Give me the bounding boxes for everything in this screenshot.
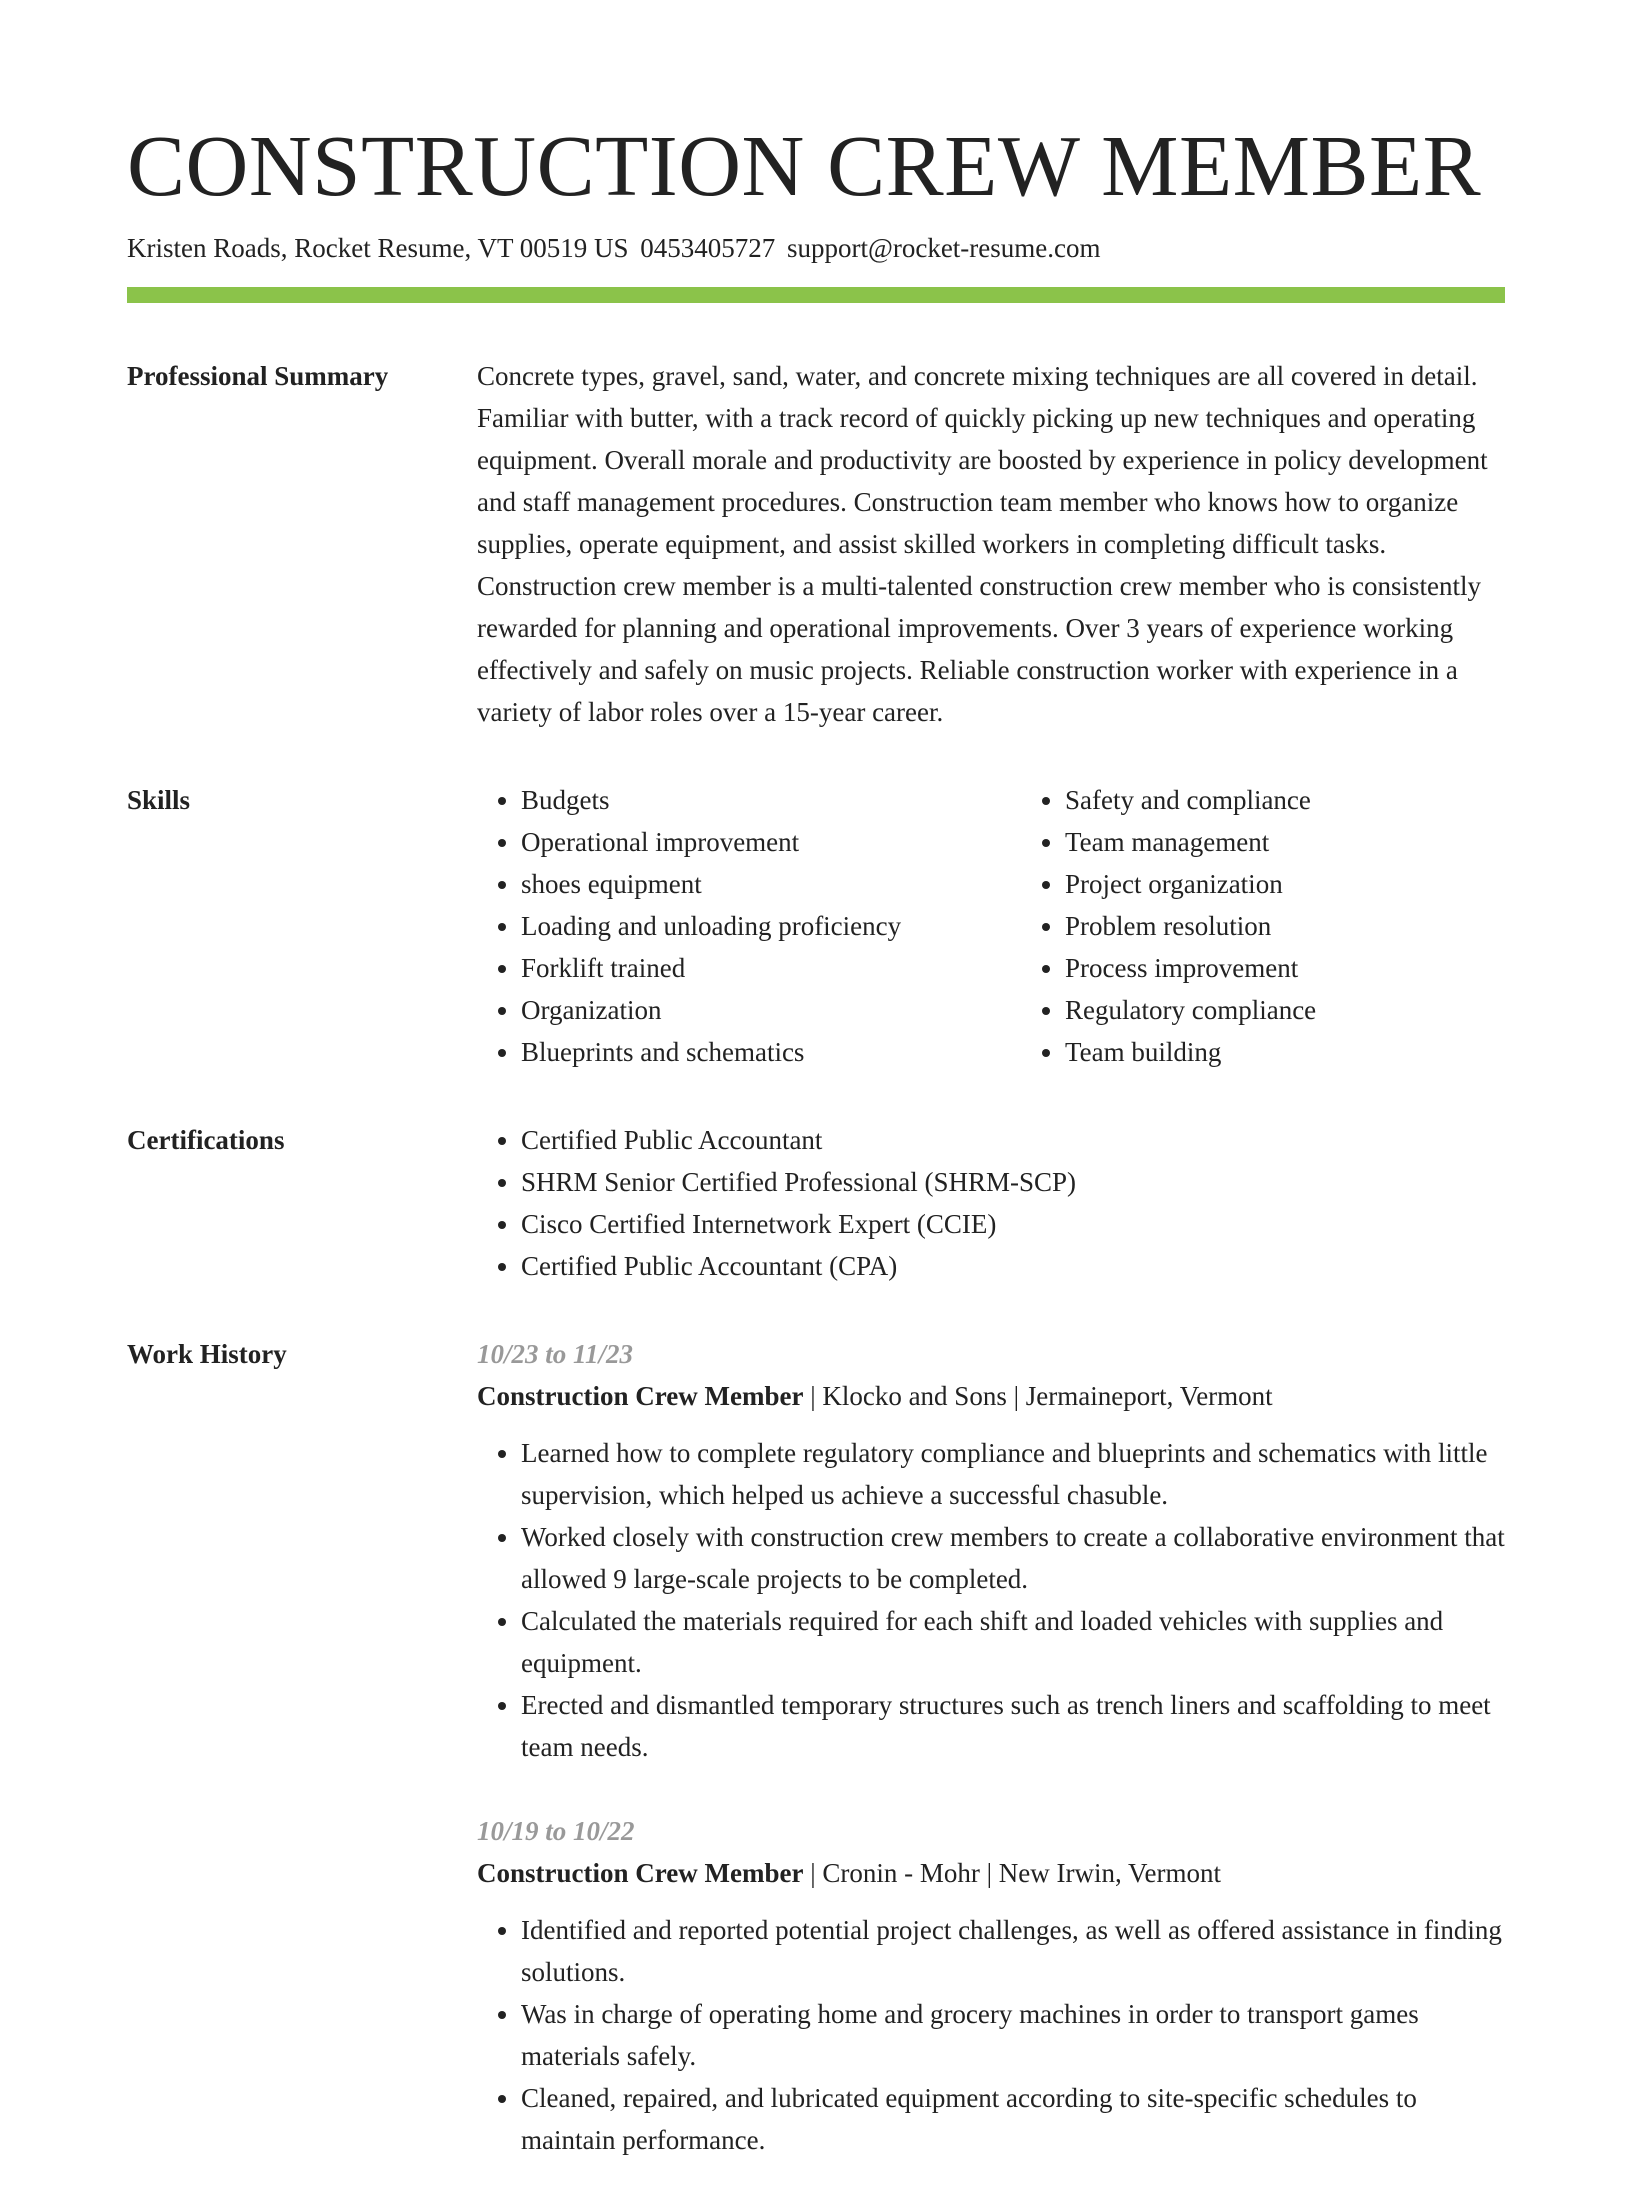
contact-address: Kristen Roads, Rocket Resume, VT 00519 US: [127, 232, 629, 263]
job-bullet: • Calculated the materials required for each shift and loaded vehicles with supplies and equipment.: [521, 1600, 1505, 1684]
certification-item: • Cisco Certified Internetwork Expert (CCIE): [521, 1203, 1505, 1245]
skill-item: • Operational improvement: [521, 821, 1021, 863]
skill-item: • Forklift trained: [521, 947, 1021, 989]
skill-item: • Problem resolution: [1065, 905, 1565, 947]
summary-text: Concrete types, gravel, sand, water, and concrete mixing techniques are all covered in detail. Familiar with butter, with a track record of quickly picking up new techniques and operating equipment. Overall morale and productivity are boosted by experience in policy development and staff management procedures. Construction team member who knows how to organize supplies, operate equipment, and assist skilled workers in completing difficult tasks. Construction crew member is a multi-talented construction crew member who is consistently rewarded for planning and operational improvements. Over 3 years of experience working effectively and safely on music projects. Reliable construction worker with experience in a variety of labor roles over a 15-year career.: [477, 360, 1488, 727]
skills-column-1: [477, 779, 1021, 1073]
job-bullets: [477, 1909, 1505, 2161]
skill-item: • shoes equipment: [521, 863, 1021, 905]
job-bullet: • Identified and reported potential project challenges, as well as offered assistance in finding solutions.: [521, 1909, 1505, 1993]
contact-phone: 0453405727: [640, 232, 776, 263]
skills-section: [127, 779, 1505, 1073]
certification-item: • Certified Public Accountant: [521, 1119, 1505, 1161]
summary-section: [127, 355, 1505, 733]
skill-item: • Budgets: [521, 779, 1021, 821]
job-entry: [477, 1333, 1505, 1768]
work-history-content: [477, 1333, 1505, 2203]
skill-item: • Project organization: [1065, 863, 1565, 905]
job-bullet: • Erected and dismantled temporary structures such as trench liners and scaffolding to meet team needs.: [521, 1684, 1505, 1768]
job-bullet: • Learned how to complete regulatory compliance and blueprints and schematics with little supervision, which helped us achieve a successful chasuble.: [521, 1432, 1505, 1516]
skill-item: • Team building: [1065, 1031, 1565, 1073]
certification-item: • Certified Public Accountant (CPA): [521, 1245, 1505, 1287]
certifications-list: [477, 1119, 1505, 1287]
job-bullet: • Worked closely with construction crew members to create a collaborative environment that allowed 9 large-scale projects to be completed.: [521, 1516, 1505, 1600]
skill-item: • Loading and unloading proficiency: [521, 905, 1021, 947]
job-dates: 10/23 to 11/23: [477, 1338, 634, 1369]
job-dates: 10/19 to 10/22: [477, 1815, 635, 1846]
section-label-certifications: Certifications: [127, 1124, 285, 1155]
skill-item: • Team management: [1065, 821, 1565, 863]
section-label-skills: Skills: [127, 784, 191, 815]
work-history-section: [127, 1333, 1505, 2203]
skill-item: • Blueprints and schematics: [521, 1031, 1021, 1073]
job-heading: [477, 1375, 1505, 1417]
certifications-section: [127, 1119, 1505, 1287]
skill-item: • Safety and compliance: [1065, 779, 1565, 821]
job-bullet: • Cleaned, repaired, and lubricated equipment according to site-specific schedules to maintain performance.: [521, 2077, 1505, 2161]
resume-title: CONSTRUCTION CREW MEMBER: [127, 117, 1482, 214]
skills-content: [477, 779, 1565, 1073]
job-bullet: • Was in charge of operating home and grocery machines in order to transport games materials safely.: [521, 1993, 1505, 2077]
contact-line: [127, 231, 1505, 266]
certifications-content: [477, 1119, 1505, 1287]
contact-email: support@rocket-resume.com: [786, 232, 1101, 263]
header-divider: [127, 287, 1505, 303]
skill-item: • Organization: [521, 989, 1021, 1031]
job-employer-location: | Cronin - Mohr | New Irwin, Vermont: [803, 1857, 1221, 1888]
skill-item: • Regulatory compliance: [1065, 989, 1565, 1031]
section-label-summary: Professional Summary: [127, 360, 389, 391]
job-bullets: [477, 1432, 1505, 1768]
summary-content: [477, 355, 1505, 733]
certification-item: • SHRM Senior Certified Professional (SHRM-SCP): [521, 1161, 1505, 1203]
job-title: Construction Crew Member: [477, 1380, 804, 1411]
skill-item: • Process improvement: [1065, 947, 1565, 989]
job-heading: [477, 1852, 1505, 1894]
job-entry: [477, 1810, 1505, 2161]
skills-column-2: [1021, 779, 1565, 1073]
job-title: Construction Crew Member: [477, 1857, 804, 1888]
job-employer-location: | Klocko and Sons | Jermaineport, Vermont: [803, 1380, 1273, 1411]
section-label-work-history: Work History: [127, 1338, 287, 1369]
